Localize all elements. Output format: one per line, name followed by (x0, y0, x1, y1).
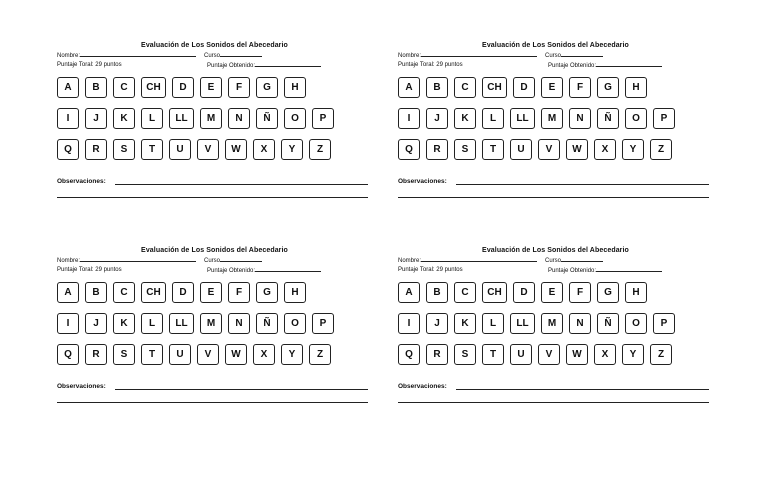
letter-box: G (597, 77, 619, 98)
letter-box: O (284, 313, 306, 334)
letter-box: D (513, 77, 535, 98)
letter-row (398, 77, 713, 100)
letter-box: U (510, 139, 532, 160)
letter-box: X (253, 344, 275, 365)
letter-box: J (85, 108, 107, 129)
letter-box: V (538, 344, 560, 365)
nombre-blank-line[interactable] (421, 50, 537, 57)
letter-box: X (594, 139, 616, 160)
letter-box: CH (141, 77, 166, 98)
letter-box: LL (169, 313, 194, 334)
letter-box: C (113, 282, 135, 303)
puntaje-obtenido-label: Puntaje Obtenido: (548, 268, 597, 274)
curso-blank-line[interactable] (561, 255, 603, 262)
letter-row (57, 313, 372, 336)
letter-row (398, 344, 713, 367)
letter-box: U (510, 344, 532, 365)
observaciones-row (398, 382, 713, 392)
letter-box: I (398, 313, 420, 334)
letter-box: V (197, 139, 219, 160)
letter-box: C (454, 77, 476, 98)
letter-box: S (113, 139, 135, 160)
letter-grid (57, 77, 372, 162)
letter-box: Ñ (597, 313, 619, 334)
puntaje-obtenido-blank-line[interactable] (596, 60, 662, 67)
letter-box: G (256, 282, 278, 303)
letter-box: D (172, 282, 194, 303)
letter-box: T (141, 344, 163, 365)
observaciones-second-line[interactable] (398, 402, 709, 403)
letter-box: D (172, 77, 194, 98)
evaluation-card (398, 41, 713, 198)
letter-box: K (113, 313, 135, 334)
letter-box: LL (510, 108, 535, 129)
letter-box: E (541, 282, 563, 303)
letter-box: Z (650, 344, 672, 365)
letter-box: R (426, 344, 448, 365)
letter-box: F (228, 77, 250, 98)
evaluation-card (57, 41, 372, 198)
letter-box: B (426, 77, 448, 98)
letter-box: CH (141, 282, 166, 303)
letter-box: Q (398, 344, 420, 365)
letter-box: O (625, 313, 647, 334)
letter-box: W (225, 139, 247, 160)
nombre-blank-line[interactable] (80, 50, 196, 57)
letter-box: G (256, 77, 278, 98)
score-row (57, 60, 372, 70)
letter-box: Ñ (256, 108, 278, 129)
name-course-row (398, 255, 713, 265)
letter-box: N (569, 108, 591, 129)
letter-box: P (312, 313, 334, 334)
puntaje-obtenido-label: Puntaje Obtenido: (548, 63, 597, 69)
puntaje-total-text: Puntaje Toral: 29 puntos (57, 267, 122, 273)
puntaje-obtenido-blank-line[interactable] (596, 265, 662, 272)
letter-box: F (228, 282, 250, 303)
letter-box: U (169, 139, 191, 160)
puntaje-total-text: Puntaje Toral: 29 puntos (398, 267, 463, 273)
name-course-row (57, 255, 372, 265)
letter-box: E (541, 77, 563, 98)
letter-box: N (228, 313, 250, 334)
nombre-label: Nombre: (57, 258, 81, 264)
nombre-label: Nombre: (398, 258, 422, 264)
letter-row (57, 139, 372, 162)
score-row (57, 265, 372, 275)
letter-box: K (113, 108, 135, 129)
observaciones-line[interactable] (115, 389, 368, 390)
letter-box: A (57, 77, 79, 98)
puntaje-obtenido-group (548, 265, 662, 276)
letter-box: W (225, 344, 247, 365)
letter-box: G (597, 282, 619, 303)
letter-box: A (398, 282, 420, 303)
letter-box: Z (309, 344, 331, 365)
puntaje-obtenido-blank-line[interactable] (255, 60, 321, 67)
letter-box: Y (281, 344, 303, 365)
letter-box: O (284, 108, 306, 129)
letter-box: B (85, 77, 107, 98)
curso-blank-line[interactable] (220, 50, 262, 57)
letter-box: M (541, 108, 563, 129)
letter-box: X (594, 344, 616, 365)
observaciones-second-line[interactable] (57, 402, 368, 403)
card-title: Evaluación de Los Sonidos del Abecedario (141, 247, 288, 254)
letter-box: N (228, 108, 250, 129)
letter-row (398, 313, 713, 336)
letter-box: Q (398, 139, 420, 160)
letter-box: K (454, 313, 476, 334)
letter-box: Ñ (256, 313, 278, 334)
letter-box: L (482, 313, 504, 334)
nombre-label: Nombre: (398, 53, 422, 59)
letter-box: L (141, 313, 163, 334)
letter-box: P (653, 313, 675, 334)
letter-box: H (625, 77, 647, 98)
letter-box: B (426, 282, 448, 303)
letter-box: O (625, 108, 647, 129)
letter-box: T (482, 344, 504, 365)
observaciones-line[interactable] (456, 184, 709, 185)
letter-box: Y (622, 344, 644, 365)
letter-box: H (284, 282, 306, 303)
letter-box: F (569, 282, 591, 303)
evaluation-card (398, 246, 713, 403)
score-row (398, 265, 713, 275)
card-title: Evaluación de Los Sonidos del Abecedario (141, 42, 288, 49)
card-title: Evaluación de Los Sonidos del Abecedario (482, 247, 629, 254)
name-course-row (398, 50, 713, 60)
letter-row (398, 139, 713, 162)
letter-box: E (200, 77, 222, 98)
letter-grid (398, 282, 713, 367)
letter-box: F (569, 77, 591, 98)
letter-box: V (538, 139, 560, 160)
score-row (398, 60, 713, 70)
letter-box: A (398, 77, 420, 98)
letter-box: L (141, 108, 163, 129)
letter-box: Z (309, 139, 331, 160)
nombre-blank-line[interactable] (421, 255, 537, 262)
letter-box: S (454, 344, 476, 365)
letter-box: V (197, 344, 219, 365)
puntaje-total-text: Puntaje Toral: 29 puntos (398, 62, 463, 68)
letter-box: R (426, 139, 448, 160)
letter-box: Z (650, 139, 672, 160)
letter-box: C (454, 282, 476, 303)
observaciones-second-line[interactable] (398, 197, 709, 198)
letter-box: X (253, 139, 275, 160)
letter-box: H (625, 282, 647, 303)
letter-box: J (426, 313, 448, 334)
observaciones-label: Observaciones: (398, 178, 447, 185)
letter-box: LL (169, 108, 194, 129)
letter-grid (398, 77, 713, 162)
letter-box: A (57, 282, 79, 303)
letter-row (57, 282, 372, 305)
letter-box: D (513, 282, 535, 303)
evaluation-card (57, 246, 372, 403)
observaciones-label: Observaciones: (398, 383, 447, 390)
letter-box: U (169, 344, 191, 365)
letter-row (398, 108, 713, 131)
name-course-row (57, 50, 372, 60)
letter-box: H (284, 77, 306, 98)
puntaje-obtenido-label: Puntaje Obtenido: (207, 63, 256, 69)
letter-box: N (569, 313, 591, 334)
letter-box: E (200, 282, 222, 303)
letter-box: W (566, 139, 588, 160)
letter-box: Ñ (597, 108, 619, 129)
observaciones-line[interactable] (115, 184, 368, 185)
curso-label: Curso (204, 53, 221, 59)
puntaje-obtenido-group (207, 60, 321, 71)
observaciones-second-line[interactable] (57, 197, 368, 198)
curso-label: Curso (545, 258, 562, 264)
letter-row (57, 77, 372, 100)
letter-box: I (57, 108, 79, 129)
letter-box: J (85, 313, 107, 334)
letter-box: S (113, 344, 135, 365)
letter-box: M (541, 313, 563, 334)
letter-box: CH (482, 77, 507, 98)
letter-box: M (200, 313, 222, 334)
letter-box: CH (482, 282, 507, 303)
letter-box: K (454, 108, 476, 129)
curso-label: Curso (545, 53, 562, 59)
letter-box: S (454, 139, 476, 160)
letter-box: R (85, 139, 107, 160)
letter-row (57, 108, 372, 131)
letter-row (57, 344, 372, 367)
letter-grid (57, 282, 372, 367)
letter-box: R (85, 344, 107, 365)
letter-box: J (426, 108, 448, 129)
letter-box: Y (622, 139, 644, 160)
letter-row (398, 282, 713, 305)
letter-box: LL (510, 313, 535, 334)
card-title: Evaluación de Los Sonidos del Abecedario (482, 42, 629, 49)
letter-box: L (482, 108, 504, 129)
observaciones-row (57, 177, 372, 187)
letter-box: B (85, 282, 107, 303)
nombre-label: Nombre: (57, 53, 81, 59)
curso-label: Curso (204, 258, 221, 264)
letter-box: P (312, 108, 334, 129)
puntaje-obtenido-group (548, 60, 662, 71)
observaciones-row (398, 177, 713, 187)
letter-box: W (566, 344, 588, 365)
letter-box: I (57, 313, 79, 334)
curso-blank-line[interactable] (561, 50, 603, 57)
puntaje-obtenido-blank-line[interactable] (255, 265, 321, 272)
letter-box: C (113, 77, 135, 98)
letter-box: Y (281, 139, 303, 160)
nombre-blank-line[interactable] (80, 255, 196, 262)
letter-box: T (482, 139, 504, 160)
letter-box: I (398, 108, 420, 129)
observaciones-line[interactable] (456, 389, 709, 390)
observaciones-label: Observaciones: (57, 178, 106, 185)
puntaje-total-text: Puntaje Toral: 29 puntos (57, 62, 122, 68)
observaciones-label: Observaciones: (57, 383, 106, 390)
letter-box: Q (57, 344, 79, 365)
letter-box: P (653, 108, 675, 129)
observaciones-row (57, 382, 372, 392)
puntaje-obtenido-group (207, 265, 321, 276)
letter-box: Q (57, 139, 79, 160)
curso-blank-line[interactable] (220, 255, 262, 262)
puntaje-obtenido-label: Puntaje Obtenido: (207, 268, 256, 274)
letter-box: M (200, 108, 222, 129)
letter-box: T (141, 139, 163, 160)
